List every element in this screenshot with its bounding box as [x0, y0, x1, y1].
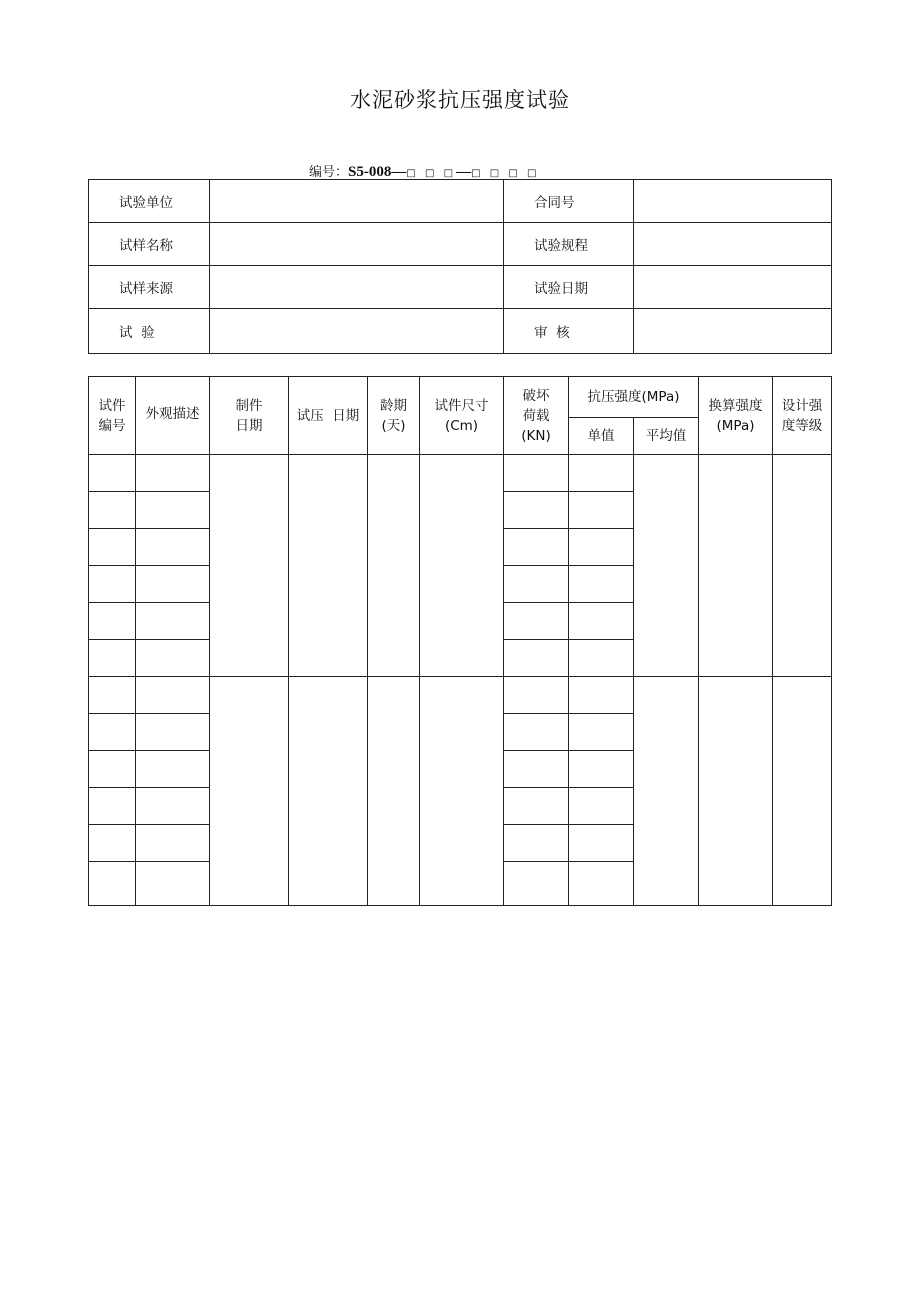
cell-specimen-no[interactable] [89, 751, 136, 788]
header-converted-strength-line1: 换算强度 [708, 397, 763, 414]
cell-test-date[interactable] [289, 455, 368, 677]
cell-make-date[interactable] [210, 455, 289, 677]
code-label: 编号： [309, 165, 349, 180]
results-table [88, 376, 832, 906]
cell-single-value[interactable] [569, 640, 634, 677]
header-age-line1: 龄期 [380, 397, 407, 414]
info-label-test-procedure: 试验规程 [504, 223, 634, 266]
cell-size[interactable] [420, 677, 504, 906]
cell-single-value[interactable] [569, 825, 634, 862]
header-size-line1: 试件尺寸 [434, 397, 489, 414]
info-field-test-unit[interactable] [210, 180, 504, 223]
header-make-date [210, 377, 289, 455]
cell-failure-load[interactable] [504, 492, 569, 529]
cell-single-value[interactable] [569, 714, 634, 751]
cell-appearance[interactable] [136, 640, 210, 677]
cell-single-value[interactable] [569, 603, 634, 640]
header-converted-strength-line2: (MPa) [716, 417, 755, 434]
header-make-date-line2: 日期 [235, 417, 263, 434]
info-field-contract-no[interactable] [634, 180, 832, 223]
cell-test-date[interactable] [289, 677, 368, 906]
header-compressive-strength: 抗压强度(MPa) [569, 377, 699, 418]
cell-specimen-no[interactable] [89, 529, 136, 566]
header-specimen-no-line2: 编号 [98, 417, 126, 434]
header-appearance: 外观描述 [136, 377, 210, 455]
cell-single-value[interactable] [569, 529, 634, 566]
cell-age[interactable] [368, 677, 420, 906]
cell-appearance[interactable] [136, 603, 210, 640]
table-row [89, 677, 832, 714]
header-failure-load-line1: 破坏 [522, 387, 550, 404]
header-design-grade [773, 377, 832, 455]
info-field-test-procedure[interactable] [634, 223, 832, 266]
cell-appearance[interactable] [136, 825, 210, 862]
info-row [89, 266, 832, 309]
cell-single-value[interactable] [569, 788, 634, 825]
info-field-sample-name[interactable] [210, 223, 504, 266]
cell-specimen-no[interactable] [89, 677, 136, 714]
cell-single-value[interactable] [569, 492, 634, 529]
header-age [368, 377, 420, 455]
cell-failure-load[interactable] [504, 566, 569, 603]
cell-age[interactable] [368, 455, 420, 677]
cell-failure-load[interactable] [504, 529, 569, 566]
cell-failure-load[interactable] [504, 677, 569, 714]
header-test-date: 试压 日期 [289, 377, 368, 455]
info-row [89, 309, 832, 354]
cell-single-value[interactable] [569, 455, 634, 492]
info-label-test-date: 试验日期 [504, 266, 634, 309]
header-failure-load [504, 377, 569, 455]
cell-design-grade[interactable] [773, 455, 832, 677]
cell-specimen-no[interactable] [89, 788, 136, 825]
info-label-contract-no: 合同号 [504, 180, 634, 223]
table-row [89, 455, 832, 492]
cell-design-grade[interactable] [773, 677, 832, 906]
info-label-sample-source: 试样来源 [89, 266, 210, 309]
info-field-sample-source[interactable] [210, 266, 504, 309]
cell-specimen-no[interactable] [89, 640, 136, 677]
header-size-line2: (Cm) [444, 417, 479, 434]
info-label-test-unit: 试验单位 [89, 180, 210, 223]
cell-failure-load[interactable] [504, 455, 569, 492]
header-converted-strength [699, 377, 773, 455]
info-field-test-date[interactable] [634, 266, 832, 309]
cell-appearance[interactable] [136, 455, 210, 492]
cell-appearance[interactable] [136, 788, 210, 825]
info-field-tester[interactable] [210, 309, 504, 354]
cell-average-value[interactable] [634, 677, 699, 906]
cell-converted-strength[interactable] [699, 677, 773, 906]
code-boxes-2: □ □ □ □ [471, 168, 540, 179]
header-size [420, 377, 504, 455]
info-row [89, 223, 832, 266]
header-specimen-no [89, 377, 136, 455]
header-specimen-no-line1: 试件 [98, 397, 126, 414]
cell-failure-load[interactable] [504, 640, 569, 677]
cell-specimen-no[interactable] [89, 862, 136, 906]
header-design-grade-line2: 度等级 [781, 417, 823, 434]
page-title: 水泥砂浆抗压强度试验 [350, 88, 570, 112]
info-label-tester: 试 验 [89, 309, 210, 354]
cell-failure-load[interactable] [504, 603, 569, 640]
cell-appearance[interactable] [136, 566, 210, 603]
cell-appearance[interactable] [136, 751, 210, 788]
info-label-sample-name: 试样名称 [89, 223, 210, 266]
header-design-grade-line1: 设计强 [781, 397, 823, 414]
cell-specimen-no[interactable] [89, 603, 136, 640]
header-average-value: 平均值 [634, 418, 699, 455]
cell-appearance[interactable] [136, 677, 210, 714]
header-failure-load-line2: 荷载 [522, 407, 550, 424]
header-row [89, 377, 832, 418]
cell-specimen-no[interactable] [89, 492, 136, 529]
cell-specimen-no[interactable] [89, 825, 136, 862]
header-single-value: 单值 [569, 418, 634, 455]
cell-appearance[interactable] [136, 492, 210, 529]
cell-single-value[interactable] [569, 862, 634, 906]
cell-converted-strength[interactable] [699, 455, 773, 677]
code-boxes-1: □ □ □ [406, 168, 457, 179]
info-row [89, 180, 832, 223]
cell-failure-load[interactable] [504, 751, 569, 788]
cell-single-value[interactable] [569, 751, 634, 788]
cell-specimen-no[interactable] [89, 455, 136, 492]
cell-failure-load[interactable] [504, 862, 569, 906]
header-age-line2: (天) [381, 417, 406, 434]
document-code [309, 161, 539, 181]
cell-make-date[interactable] [210, 677, 289, 906]
cell-failure-load[interactable] [504, 714, 569, 751]
header-make-date-line1: 制件 [235, 397, 263, 414]
cell-appearance[interactable] [136, 529, 210, 566]
cell-single-value[interactable] [569, 566, 634, 603]
cell-specimen-no[interactable] [89, 714, 136, 751]
cell-appearance[interactable] [136, 862, 210, 906]
cell-failure-load[interactable] [504, 788, 569, 825]
code-value: S5-008— [348, 164, 407, 180]
cell-size[interactable] [420, 455, 504, 677]
cell-single-value[interactable] [569, 677, 634, 714]
info-table [88, 179, 832, 354]
cell-specimen-no[interactable] [89, 566, 136, 603]
cell-appearance[interactable] [136, 714, 210, 751]
header-failure-load-line3: (KN) [521, 427, 551, 444]
code-separator: — [456, 164, 472, 180]
cell-failure-load[interactable] [504, 825, 569, 862]
cell-average-value[interactable] [634, 455, 699, 677]
info-field-reviewer[interactable] [634, 309, 832, 354]
info-label-reviewer: 审 核 [504, 309, 634, 354]
